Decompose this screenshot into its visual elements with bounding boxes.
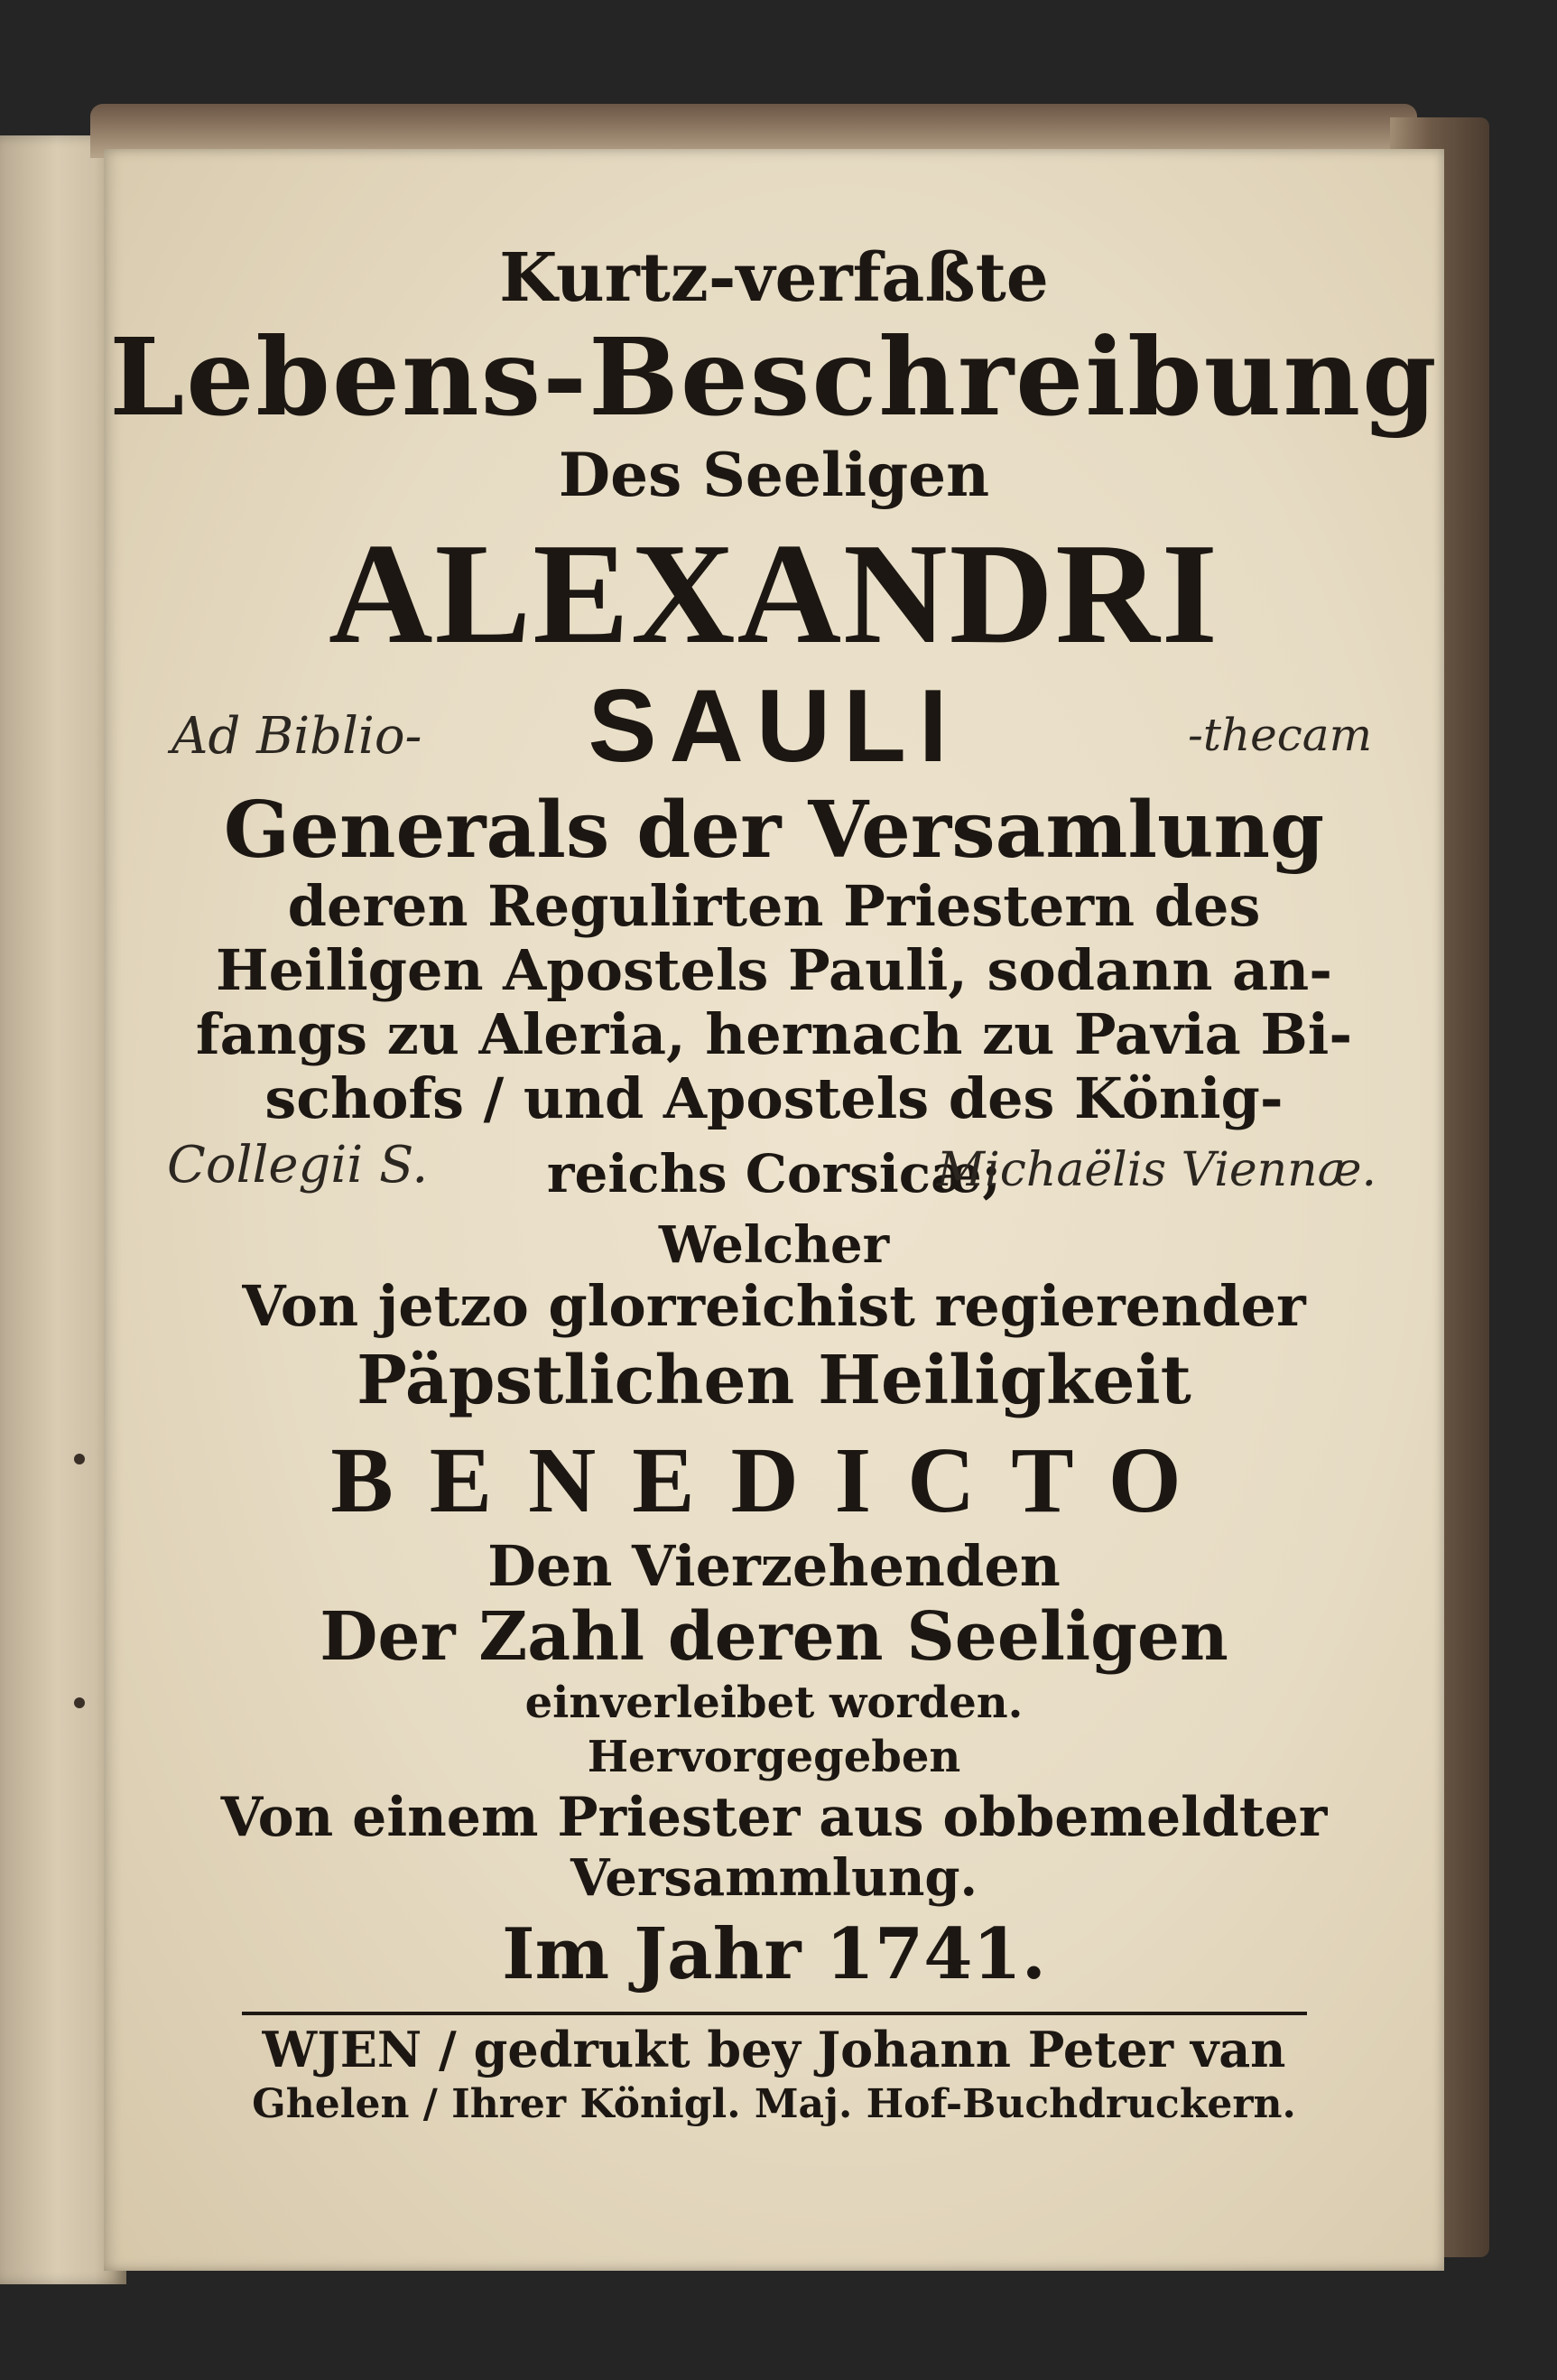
title-line-16: Den Vierzehenden — [487, 1533, 1061, 1600]
title-text-block — [104, 226, 1444, 2128]
imprint-line-1: WJEN / gedrukt bey Johann Peter van — [262, 2020, 1286, 2078]
date-line: Im Jahr 1741. — [502, 1912, 1046, 1995]
title-line-11: reichs Corsicæ; — [546, 1142, 1002, 1204]
imprint-rule — [242, 2012, 1307, 2015]
title-line-14: Päpstlichen Heiligkeit — [357, 1342, 1191, 1420]
handwritten-note-left: Collegii S. — [167, 1135, 429, 1195]
sauli-row — [104, 668, 1444, 784]
title-line-1: Kurtz-verfaßte — [499, 239, 1049, 317]
stain-dot — [74, 1697, 85, 1708]
title-line-13: Von jetzo glorreichist regierender — [242, 1273, 1306, 1340]
title-line-6: Generals der Versamlung — [223, 784, 1325, 876]
handwritten-note-right: Michaëlis Viennæ. — [936, 1142, 1376, 1197]
title-line-20: Von einem Priester aus obbemeldter — [220, 1785, 1328, 1849]
handwritten-note-right: -thecam — [1187, 708, 1372, 761]
title-line-12: Welcher — [658, 1214, 890, 1275]
title-line-9: fangs zu Aleria, hernach zu Pavia Bi- — [195, 1001, 1353, 1068]
corsicae-row — [104, 1134, 1444, 1215]
title-line-19: Hervorgegeben — [587, 1732, 961, 1783]
title-line-3: Des Seeligen — [558, 439, 990, 510]
name-benedicto: BENEDICTO — [330, 1428, 1218, 1533]
imprint-line-2: Ghelen / Ihrer Königl. Maj. Hof-Buchdruckern. — [252, 2081, 1296, 2128]
title-line-main: Lebens-Beschreibung — [109, 313, 1439, 440]
title-line-21: Versammlung. — [570, 1847, 978, 1908]
handwritten-note-left: Ad Biblio- — [171, 706, 422, 766]
title-line-10: schofs / und Apostels des König- — [264, 1065, 1284, 1132]
name-sauli: SAULI — [588, 668, 960, 784]
stain-dot — [74, 1454, 85, 1464]
title-line-17: Der Zahl deren Seeligen — [320, 1598, 1228, 1677]
title-line-7: deren Regulirten Priestern des — [287, 873, 1261, 940]
title-line-18: einverleibet worden. — [524, 1678, 1024, 1729]
title-line-8: Heiligen Apostels Pauli, sodann an- — [216, 937, 1332, 1004]
name-alexandri: ALEXANDRI — [329, 512, 1219, 674]
